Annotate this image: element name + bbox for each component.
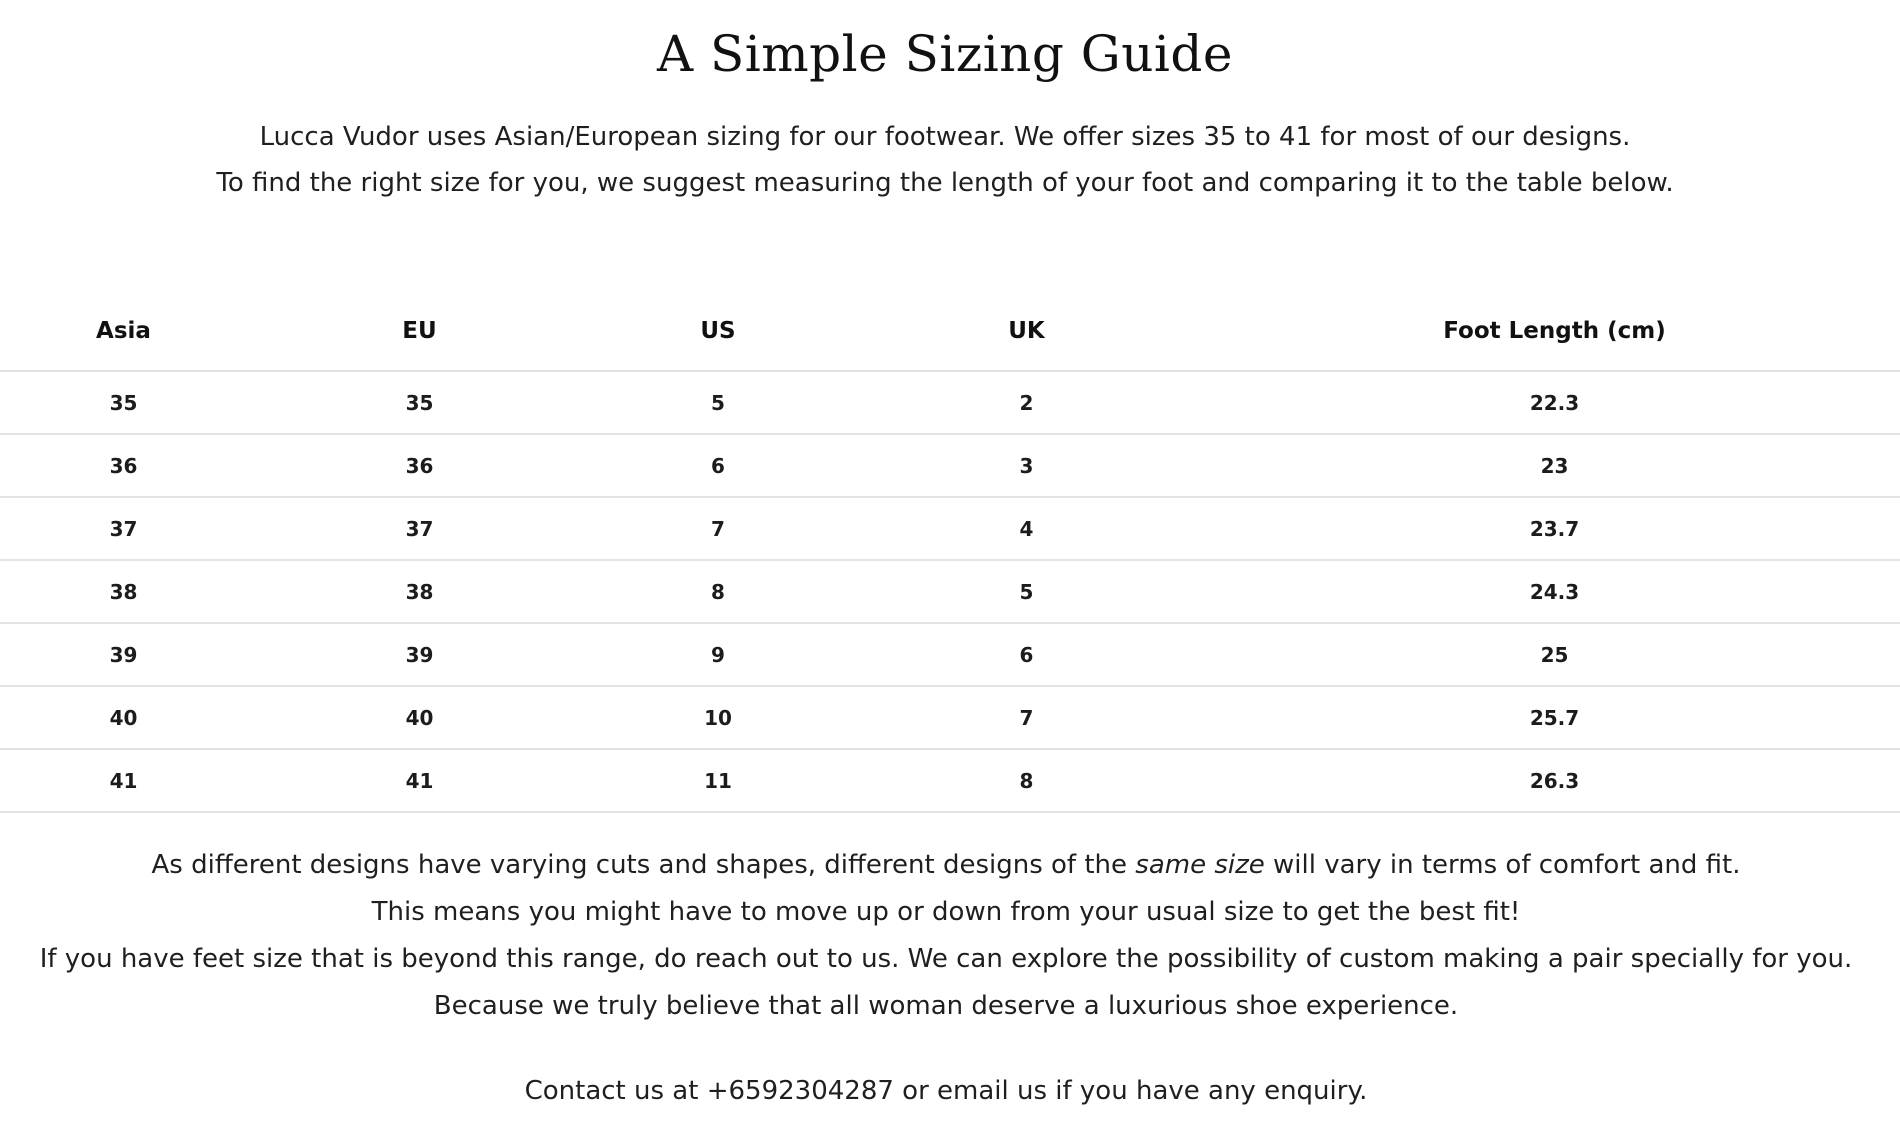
- cell-eu: 36: [247, 434, 592, 497]
- notes-line-luxury: Because we truly believe that all woman deserve a luxurious shoe experience.: [433, 991, 1459, 1021]
- cell-us: 9: [592, 623, 844, 686]
- cell-asia: 41: [0, 749, 247, 812]
- cell-us: 11: [592, 749, 844, 812]
- page-title: A Simple Sizing Guide: [656, 25, 1234, 83]
- cell-foot-length: 23: [1209, 434, 1900, 497]
- cell-uk: 3: [844, 434, 1209, 497]
- cell-eu: 38: [247, 560, 592, 623]
- cell-us: 6: [592, 434, 844, 497]
- cell-eu: 37: [247, 497, 592, 560]
- cell-eu: 39: [247, 623, 592, 686]
- cell-uk: 4: [844, 497, 1209, 560]
- cell-us: 7: [592, 497, 844, 560]
- cell-asia: 40: [0, 686, 247, 749]
- table-row: [0, 686, 1900, 749]
- cell-eu: 40: [247, 686, 592, 749]
- notes-text: As different designs have varying cuts and shapes, different designs of the: [151, 850, 1136, 880]
- cell-uk: 5: [844, 560, 1209, 623]
- cell-us: 5: [592, 371, 844, 434]
- table-row: [0, 371, 1900, 434]
- intro-text: [0, 114, 1890, 206]
- cell-us: 8: [592, 560, 844, 623]
- column-header-us: US: [592, 292, 844, 371]
- column-header-foot-length: Foot Length (cm): [1209, 292, 1900, 371]
- cell-eu: 41: [247, 749, 592, 812]
- cell-asia: 38: [0, 560, 247, 623]
- cell-eu: 35: [247, 371, 592, 434]
- notes-line-fit: [0, 842, 1892, 889]
- table-body: [0, 371, 1900, 812]
- table-header-row: [0, 292, 1900, 371]
- column-header-uk: UK: [844, 292, 1209, 371]
- table-row: [0, 623, 1900, 686]
- cell-foot-length: 22.3: [1209, 371, 1900, 434]
- column-header-eu: EU: [247, 292, 592, 371]
- cell-asia: 37: [0, 497, 247, 560]
- cell-foot-length: 25: [1209, 623, 1900, 686]
- cell-asia: 39: [0, 623, 247, 686]
- cell-uk: 2: [844, 371, 1209, 434]
- cell-uk: 6: [844, 623, 1209, 686]
- notes-text: will vary in terms of comfort and fit.: [1264, 850, 1741, 880]
- cell-foot-length: 25.7: [1209, 686, 1900, 749]
- cell-foot-length: 24.3: [1209, 560, 1900, 623]
- table-row: [0, 560, 1900, 623]
- table-row: [0, 434, 1900, 497]
- intro-line: Lucca Vudor uses Asian/European sizing for our footwear. We offer sizes 35 to 41 for most of our designs.: [259, 122, 1631, 152]
- cell-asia: 36: [0, 434, 247, 497]
- column-header-asia: Asia: [0, 292, 247, 371]
- cell-foot-length: 23.7: [1209, 497, 1900, 560]
- notes-line-move-size: This means you might have to move up or down from your usual size to get the best fit!: [371, 897, 1521, 927]
- cell-us: 10: [592, 686, 844, 749]
- sizing-table: [0, 292, 1900, 813]
- emphasis-same-size: same size: [1135, 850, 1265, 880]
- intro-line: To find the right size for you, we suggest measuring the length of your foot and comparing it to the table below.: [216, 168, 1674, 198]
- contact-line: Contact us at +6592304287 or email us if you have any enquiry.: [524, 1076, 1368, 1106]
- cell-foot-length: 26.3: [1209, 749, 1900, 812]
- table-row: [0, 497, 1900, 560]
- sizing-notes: [0, 842, 1892, 1030]
- notes-line-custom: If you have feet size that is beyond this range, do reach out to us. We can explore the possibility of custom making a pair specially for you.: [39, 944, 1853, 974]
- cell-uk: 7: [844, 686, 1209, 749]
- cell-uk: 8: [844, 749, 1209, 812]
- table-row: [0, 749, 1900, 812]
- cell-asia: 35: [0, 371, 247, 434]
